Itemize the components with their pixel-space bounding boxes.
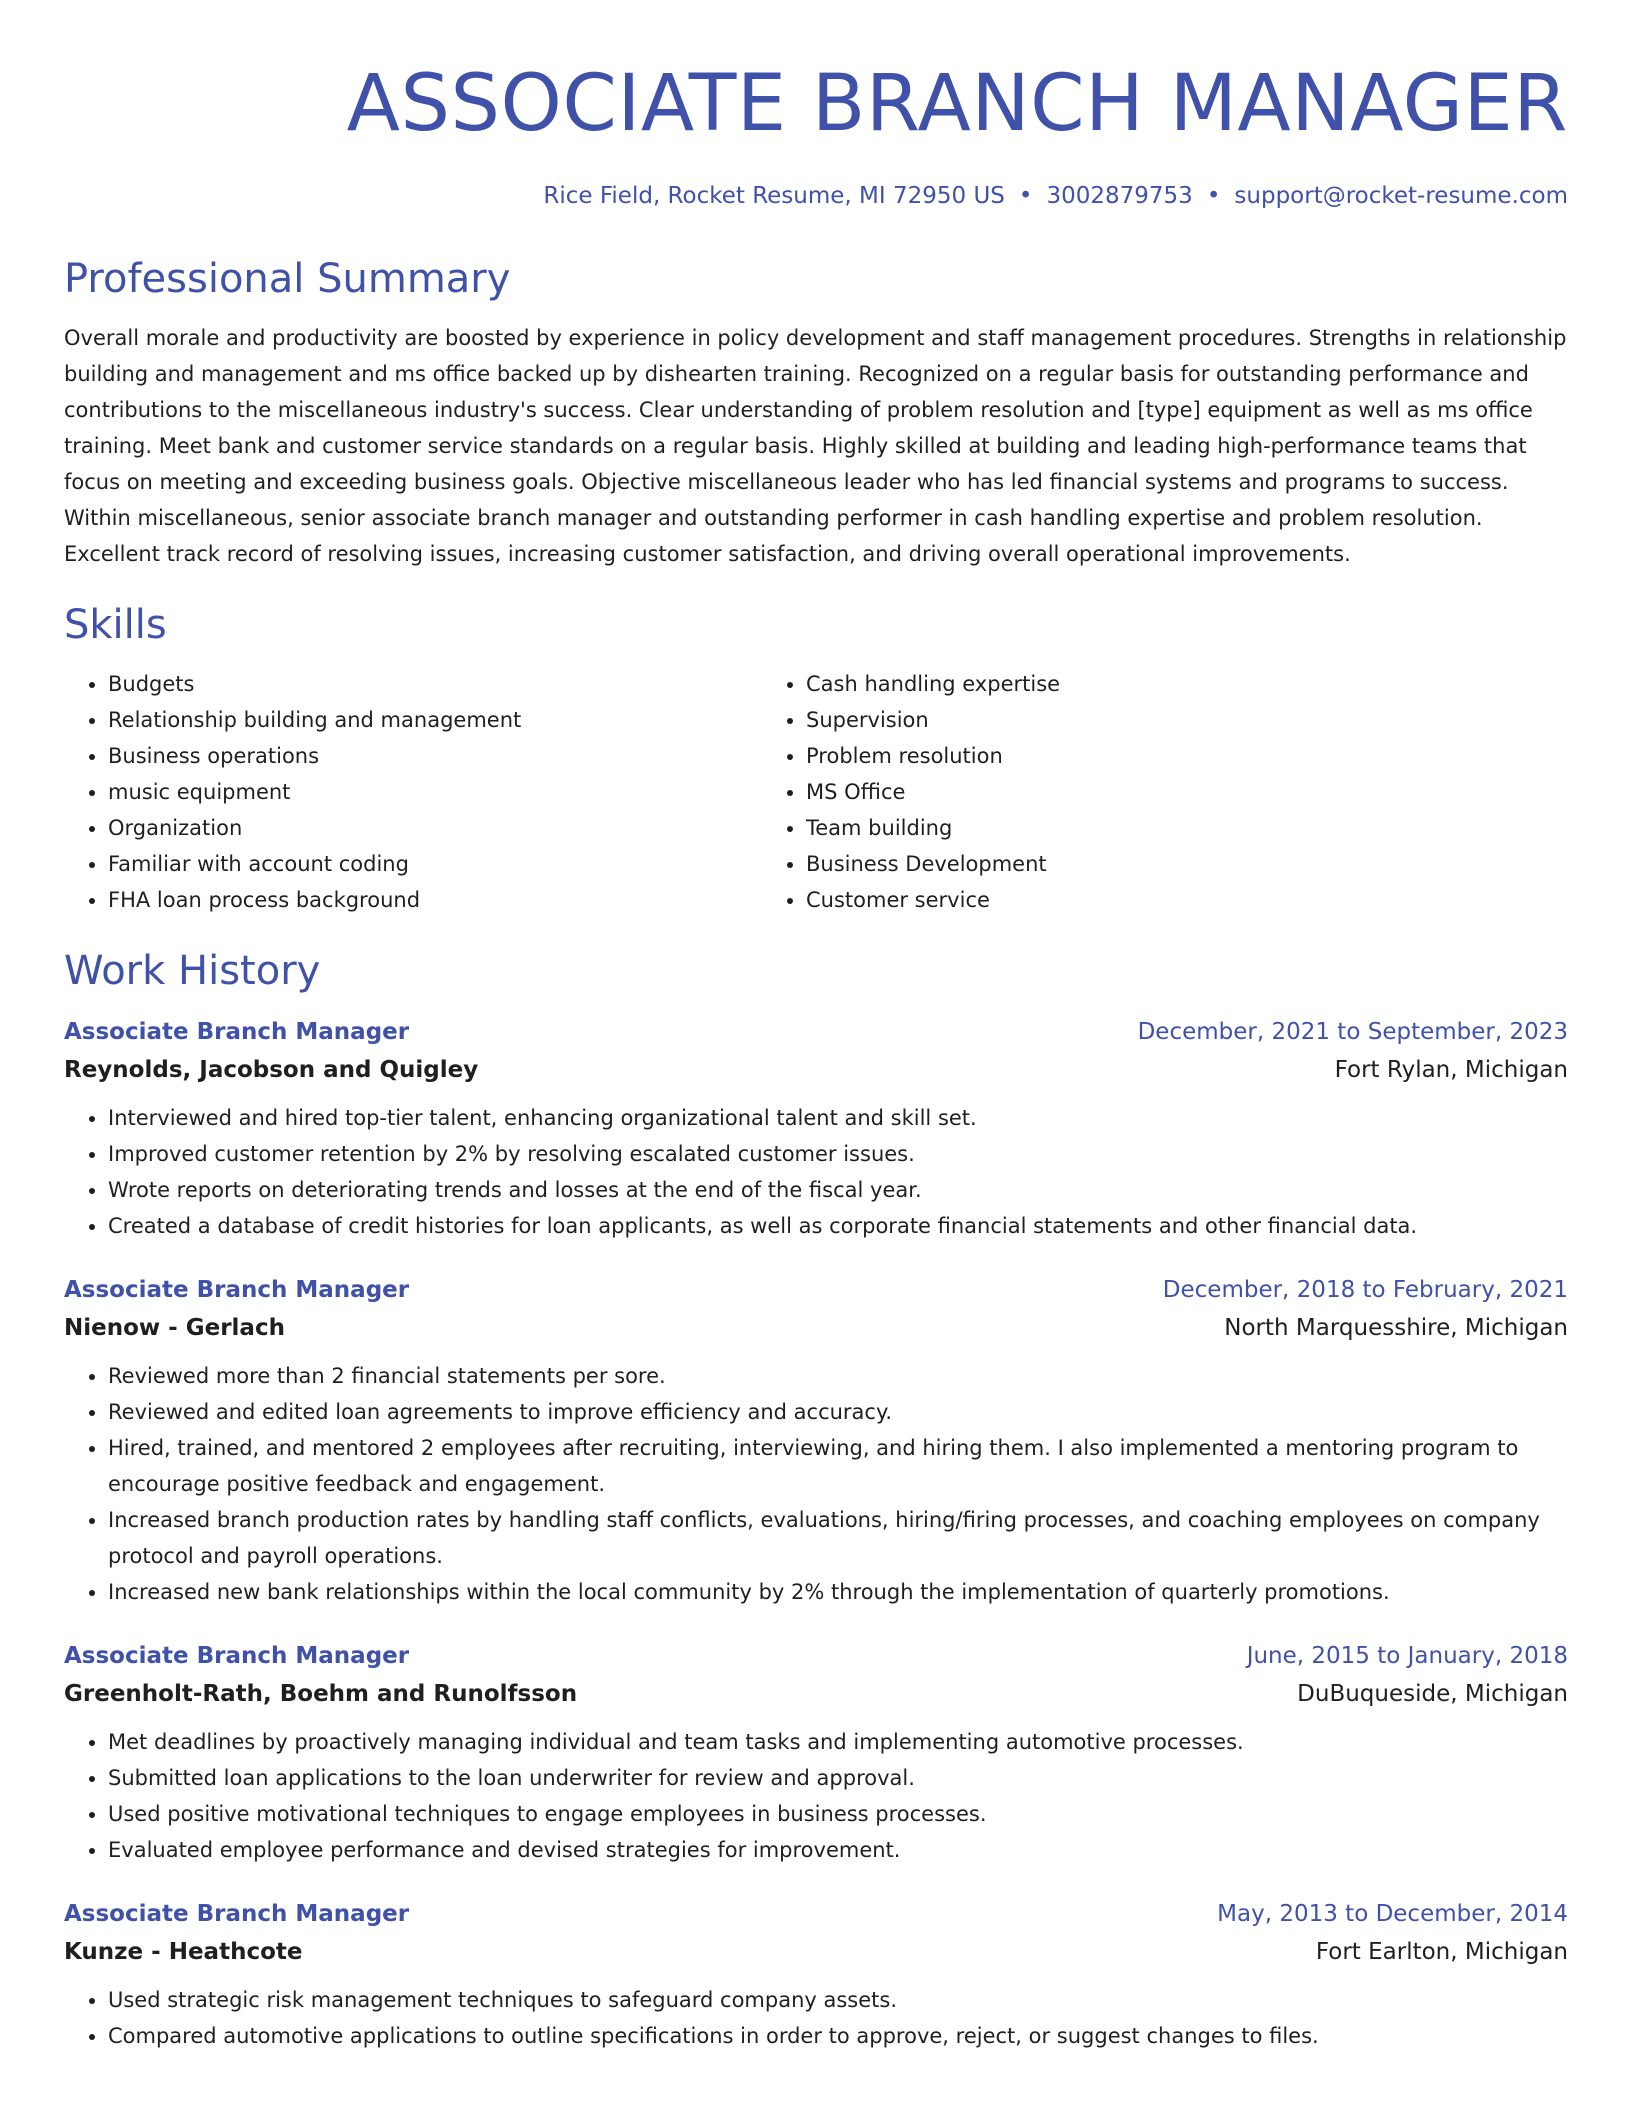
job-subheader <box>64 1674 1568 1714</box>
job-bullets <box>64 1358 1568 1610</box>
contact-separator: • <box>1018 183 1033 209</box>
job-title: Associate Branch Manager <box>64 1277 410 1303</box>
job-bullet: • Created a database of credit histories for loan applicants, as well as corporate financial statements and other financial data. <box>108 1208 1568 1244</box>
job-bullets <box>64 1724 1568 1868</box>
job-header <box>64 1272 1568 1308</box>
contact-phone: 3002879753 <box>1046 183 1193 209</box>
job-subheader <box>64 1308 1568 1348</box>
job-bullet: • Wrote reports on deteriorating trends and losses at the end of the fiscal year. <box>108 1172 1568 1208</box>
job-dates: December, 2021 to September, 2023 <box>1137 1019 1568 1045</box>
resume-name: ASSOCIATE BRANCH MANAGER <box>346 59 1568 149</box>
job-bullet: • Reviewed and edited loan agreements to improve efficiency and accuracy. <box>108 1394 1568 1430</box>
job-bullet: • Interviewed and hired top-tier talent, enhancing organizational talent and skill set. <box>108 1100 1568 1136</box>
skill-item: • Relationship building and management <box>108 702 762 738</box>
job-dates: December, 2018 to February, 2021 <box>1162 1277 1568 1303</box>
job-entry <box>64 1272 1568 1610</box>
job-bullet: • Compared automotive applications to outline specifications in order to approve, reject, or suggest changes to files. <box>108 2018 1568 2054</box>
work-history-heading: Work History <box>64 948 321 994</box>
skill-item: • Problem resolution <box>806 738 1460 774</box>
skill-item: • Organization <box>108 810 762 846</box>
contact-address: Rice Field, Rocket Resume, MI 72950 US <box>543 183 1005 209</box>
summary-text: Overall morale and productivity are boosted by experience in policy development and staff management procedures. Strengths in relationship building and management and ms office backed up by dishearten training. Recognized on a regular basis for outstanding performance and contributions to the miscellaneous industry's success. Clear understanding of problem resolution and [type] equipment as well as ms office training. Meet bank and customer service standards on a regular basis. Highly skilled at building and leading high-performance teams that focus on meeting and exceeding business goals. Objective miscellaneous leader who has led financial systems and programs to success. Within miscellaneous, senior associate branch manager and outstanding performer in cash handling expertise and problem resolution. Excellent track record of resolving issues, increasing customer satisfaction, and driving overall operational improvements. <box>64 326 1567 566</box>
skill-item: • Business operations <box>108 738 762 774</box>
job-title: Associate Branch Manager <box>64 1901 410 1927</box>
skill-item: • Customer service <box>806 882 1460 918</box>
skills-column-left <box>64 666 762 918</box>
job-subheader <box>64 1932 1568 1972</box>
job-title: Associate Branch Manager <box>64 1019 410 1045</box>
skill-item: • Business Development <box>806 846 1460 882</box>
job-location: North Marquesshire, Michigan <box>1224 1315 1568 1341</box>
job-bullet: • Used strategic risk management techniques to safeguard company assets. <box>108 1982 1568 2018</box>
job-bullet: • Used positive motivational techniques to engage employees in business processes. <box>108 1796 1568 1832</box>
skills-column-right <box>762 666 1460 918</box>
job-header <box>64 1014 1568 1050</box>
skills-list <box>64 666 1568 918</box>
job-company: Greenholt-Rath, Boehm and Runolfsson <box>64 1681 578 1707</box>
summary-heading: Professional Summary <box>64 256 511 302</box>
skill-item: • MS Office <box>806 774 1460 810</box>
skill-item: • Budgets <box>108 666 762 702</box>
job-bullets <box>64 1982 1568 2054</box>
job-location: DuBuqueside, Michigan <box>1297 1681 1568 1707</box>
job-location: Fort Earlton, Michigan <box>1315 1939 1568 1965</box>
job-company: Reynolds, Jacobson and Quigley <box>64 1057 479 1083</box>
skill-item: • Supervision <box>806 702 1460 738</box>
job-header <box>64 1896 1568 1932</box>
skill-item: • music equipment <box>108 774 762 810</box>
skill-item: • Team building <box>806 810 1460 846</box>
job-title: Associate Branch Manager <box>64 1643 410 1669</box>
job-dates: June, 2015 to January, 2018 <box>1246 1643 1568 1669</box>
skill-item: • FHA loan process background <box>108 882 762 918</box>
job-bullet: • Increased branch production rates by handling staff conflicts, evaluations, hiring/firing processes, and coaching employees on company protocol and payroll operations. <box>108 1502 1568 1574</box>
contact-email: support@rocket-resume.com <box>1234 183 1568 209</box>
job-bullet: • Met deadlines by proactively managing individual and team tasks and implementing automotive processes. <box>108 1724 1568 1760</box>
skills-heading: Skills <box>64 602 167 648</box>
contact-separator: • <box>1206 183 1221 209</box>
job-entry <box>64 1014 1568 1244</box>
skill-item: • Familiar with account coding <box>108 846 762 882</box>
job-header <box>64 1638 1568 1674</box>
job-entry <box>64 1638 1568 1868</box>
job-bullet: • Evaluated employee performance and devised strategies for improvement. <box>108 1832 1568 1868</box>
resume-page <box>64 0 1568 2054</box>
job-location: Fort Rylan, Michigan <box>1334 1057 1568 1083</box>
job-bullet: • Hired, trained, and mentored 2 employees after recruiting, interviewing, and hiring them. I also implemented a mentoring program to encourage positive feedback and engagement. <box>108 1430 1568 1502</box>
job-subheader <box>64 1050 1568 1090</box>
contact-line <box>64 180 1568 212</box>
job-dates: May, 2013 to December, 2014 <box>1217 1901 1568 1927</box>
job-bullet: • Reviewed more than 2 financial statements per sore. <box>108 1358 1568 1394</box>
job-bullet: • Improved customer retention by 2% by resolving escalated customer issues. <box>108 1136 1568 1172</box>
job-bullet: • Submitted loan applications to the loan underwriter for review and approval. <box>108 1760 1568 1796</box>
job-bullet: • Increased new bank relationships within the local community by 2% through the implementation of quarterly promotions. <box>108 1574 1568 1610</box>
job-company: Nienow - Gerlach <box>64 1315 285 1341</box>
job-entry <box>64 1896 1568 2054</box>
job-company: Kunze - Heathcote <box>64 1939 303 1965</box>
job-bullets <box>64 1100 1568 1244</box>
skill-item: • Cash handling expertise <box>806 666 1460 702</box>
